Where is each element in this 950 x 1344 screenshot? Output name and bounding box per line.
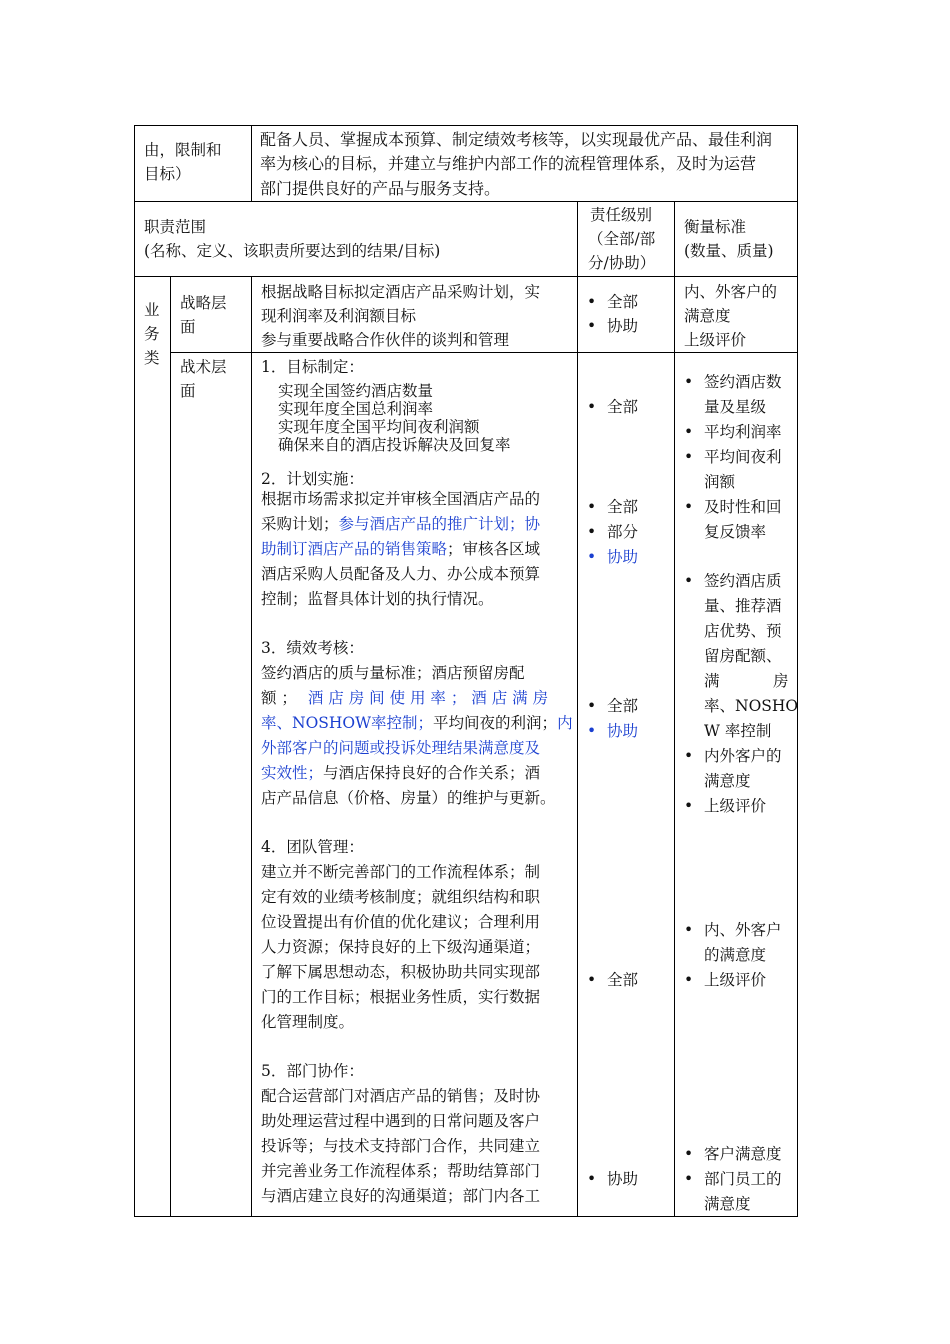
- s4-title: 4．团队管理：: [261, 838, 364, 856]
- measure-8-line-2: 的满意度: [704, 946, 767, 964]
- tactical-label-line-1: 战术层: [180, 358, 227, 376]
- strategic-level-1: • 全部: [607, 290, 638, 314]
- s1-item-4: 确保来自的酒店投诉解决及回复率: [278, 436, 511, 454]
- measure-11-line-2: 满意度: [704, 1195, 751, 1213]
- level-g2-1: • 全部: [607, 495, 638, 519]
- measure-7-line-1: • 上级评价: [704, 794, 766, 818]
- strategic-measure-line-1: 内、外客户的: [684, 283, 778, 301]
- s3-line-2: [261, 686, 548, 710]
- s4-line-7: 化管理制度。: [261, 1013, 355, 1031]
- s2-line-2-highlight: 参与酒店产品的推广计划；协: [338, 515, 541, 533]
- measure-5-line-4: 留房配额、: [704, 647, 782, 665]
- s3-line-3-highlight: 率、NOSHOW率控制；: [261, 714, 434, 732]
- measure-9-line-1: • 上级评价: [704, 968, 766, 992]
- category-char-1: 业: [144, 301, 160, 319]
- level-g4-1: • 全部: [607, 968, 638, 992]
- row-divider-strategic: [170, 352, 798, 353]
- level-g5-1: • 协助: [607, 1167, 638, 1191]
- level-g2-2: • 部分: [607, 520, 638, 544]
- header-summary-line-1: 配备人员、掌握成本预算、制定绩效考核等，以实现最优产品、最佳利润: [260, 130, 773, 149]
- measure-4-line-1: • 及时性和回: [704, 495, 782, 519]
- s1-item-1: 实现全国签约酒店数量: [278, 382, 434, 400]
- s3-line-2-plain: 额 ；: [261, 689, 297, 707]
- s2-line-5: 控制；监督具体计划的执行情况。: [261, 590, 494, 608]
- s2-line-2-plain: 采购计划；: [261, 515, 339, 533]
- category-char-3: 类: [144, 349, 160, 367]
- s1-title: 1．目标制定：: [261, 358, 364, 376]
- tactical-label-line-2: 面: [180, 382, 196, 400]
- strategic-content-line-2: 现利润率及利润额目标: [261, 307, 417, 325]
- s1-item-2: 实现年度全国总利润率: [278, 400, 434, 418]
- s3-line-1: 签约酒店的质与量标准；酒店预留房配: [261, 664, 525, 682]
- col-divider-header: [251, 125, 252, 202]
- s3-line-3-tail: 内: [557, 714, 573, 732]
- s3-line-6: 店产品信息（价格、房量）的维护与更新。: [261, 789, 556, 807]
- measure-5-line-1: • 签约酒店质: [704, 569, 782, 593]
- measure-3-line-2: 润额: [704, 473, 736, 491]
- s5-line-3: 投诉等；与技术支持部门合作，共同建立: [261, 1137, 541, 1155]
- s3-line-3: [261, 711, 573, 735]
- strategic-label-line-1: 战略层: [180, 294, 227, 312]
- strategic-content-line-3: 参与重要战略合作伙伴的谈判和管理: [261, 331, 510, 349]
- s2-line-1: 根据市场需求拟定并审核全国酒店产品的: [261, 490, 541, 508]
- level-heading-line-3: 分/协助）: [588, 254, 656, 272]
- s5-line-5: 与酒店建立良好的沟通渠道；部门内各工: [261, 1187, 541, 1205]
- measure-1-line-1: • 签约酒店数: [704, 370, 782, 394]
- level-g2-3: • 协助: [607, 545, 638, 569]
- s2-line-3-highlight: 助制订酒店产品的销售策略: [261, 540, 448, 558]
- strategic-measure-line-2: 满意度: [684, 307, 731, 325]
- s5-line-2: 助处理运营过程中遇到的日常问题及客户: [261, 1112, 541, 1130]
- col-divider-level: [577, 201, 578, 1217]
- s5-line-4: 并完善业务工作流程体系；帮助结算部门: [261, 1162, 541, 1180]
- measure-5-line-2: 量、推荐酒: [704, 597, 782, 615]
- scope-title: 职责范围: [144, 218, 207, 236]
- scope-subtitle: (名称、定义、该职责所要达到的结果/目标): [144, 242, 441, 260]
- measure-5-line-5b: 房: [773, 672, 789, 690]
- measure-5-line-5a: 满: [704, 672, 720, 690]
- s3-line-5-plain: 与酒店保持良好的合作关系；酒: [323, 764, 541, 782]
- s3-line-3-plain: 平均间夜的利润；: [433, 714, 558, 732]
- measure-5-line-7: W 率控制: [704, 722, 772, 740]
- s3-line-4: 外部客户的问题或投诉处理结果满意度及: [261, 739, 541, 757]
- strategic-level-2: • 协助: [607, 314, 638, 338]
- header-summary-line-2: 率为核心的目标，并建立与维护内部工作的流程管理体系，及时为运营: [260, 154, 757, 173]
- level-heading-line-2: （全部/部: [588, 230, 656, 248]
- s1-item-3: 实现年度全国平均间夜利润额: [278, 418, 480, 436]
- measure-6-line-2: 满意度: [704, 772, 751, 790]
- s4-line-4: 人力资源；保持良好的上下级沟通渠道；: [261, 938, 541, 956]
- measure-8-line-1: • 内、外客户: [704, 918, 782, 942]
- measure-4-line-2: 复反馈率: [704, 523, 767, 541]
- table-border-right: [797, 125, 798, 1217]
- measure-heading-line-1: 衡量标准: [684, 218, 747, 236]
- s5-line-1: 配合运营部门对酒店产品的销售；及时协: [261, 1087, 541, 1105]
- s3-line-5: [261, 761, 540, 785]
- measure-1-line-2: 量及星级: [704, 398, 767, 416]
- col-divider-category: [170, 276, 171, 1217]
- level-g3-2: • 协助: [607, 719, 638, 743]
- s2-line-2: [261, 512, 540, 536]
- s4-line-5: 了解下属思想动态，积极协助共同实现部: [261, 963, 541, 981]
- s2-title: 2．计划实施：: [261, 470, 364, 488]
- s3-title: 3．绩效考核：: [261, 639, 364, 657]
- strategic-content-line-1: 根据战略目标拟定酒店产品采购计划，实: [261, 283, 541, 301]
- s3-line-5-highlight: 实效性；: [261, 764, 324, 782]
- col-divider-label: [251, 276, 252, 1217]
- s4-line-6: 门的工作目标；根据业务性质，实行数据: [261, 988, 541, 1006]
- s4-line-1: 建立并不断完善部门的工作流程体系；制: [261, 863, 541, 881]
- s4-line-3: 位设置提出有价值的优化建议；合理利用: [261, 913, 541, 931]
- table-border-bottom: [134, 1216, 798, 1217]
- measure-11-line-1: • 部门员工的: [704, 1167, 782, 1191]
- col-divider-measure: [674, 201, 675, 1217]
- header-summary-line-3: 部门提供良好的产品与服务支持。: [260, 179, 501, 198]
- level-heading-line-1: 责任级别: [590, 206, 653, 224]
- measure-heading-line-2: (数量、质量): [684, 242, 774, 260]
- level-g1-1: • 全部: [607, 395, 638, 419]
- s2-line-3-plain: ；审核各区域: [447, 540, 541, 558]
- s2-line-3: [261, 537, 540, 561]
- header-label-line-2: 目标）: [144, 165, 191, 183]
- s5-title: 5．部门协作：: [261, 1062, 364, 1080]
- s2-line-4: 酒店采购人员配备及人力、办公成本预算: [261, 565, 541, 583]
- level-g3-1: • 全部: [607, 694, 638, 718]
- table-border-left: [134, 125, 135, 1217]
- strategic-label-line-2: 面: [180, 318, 196, 336]
- measure-5-line-6: 率、NOSHO: [704, 697, 799, 715]
- s4-line-2: 定有效的业绩考核制度；就组织结构和职: [261, 888, 541, 906]
- header-label-line-1: 由，限制和: [144, 141, 222, 159]
- measure-3-line-1: • 平均间夜利: [704, 445, 782, 469]
- row-divider-columns: [134, 276, 798, 277]
- strategic-measure-line-3: 上级评价: [684, 331, 747, 349]
- category-char-2: 务: [144, 325, 160, 343]
- s3-line-2-highlight: 酒 店 房 间 使 用 率 ； 酒 店 满 房: [307, 689, 549, 707]
- table-border-top: [134, 125, 798, 126]
- measure-10-line-1: • 客户满意度: [704, 1142, 782, 1166]
- measure-5-line-3: 店优势、预: [704, 622, 782, 640]
- measure-6-line-1: • 内外客户的: [704, 744, 782, 768]
- measure-2-line-1: • 平均利润率: [704, 420, 782, 444]
